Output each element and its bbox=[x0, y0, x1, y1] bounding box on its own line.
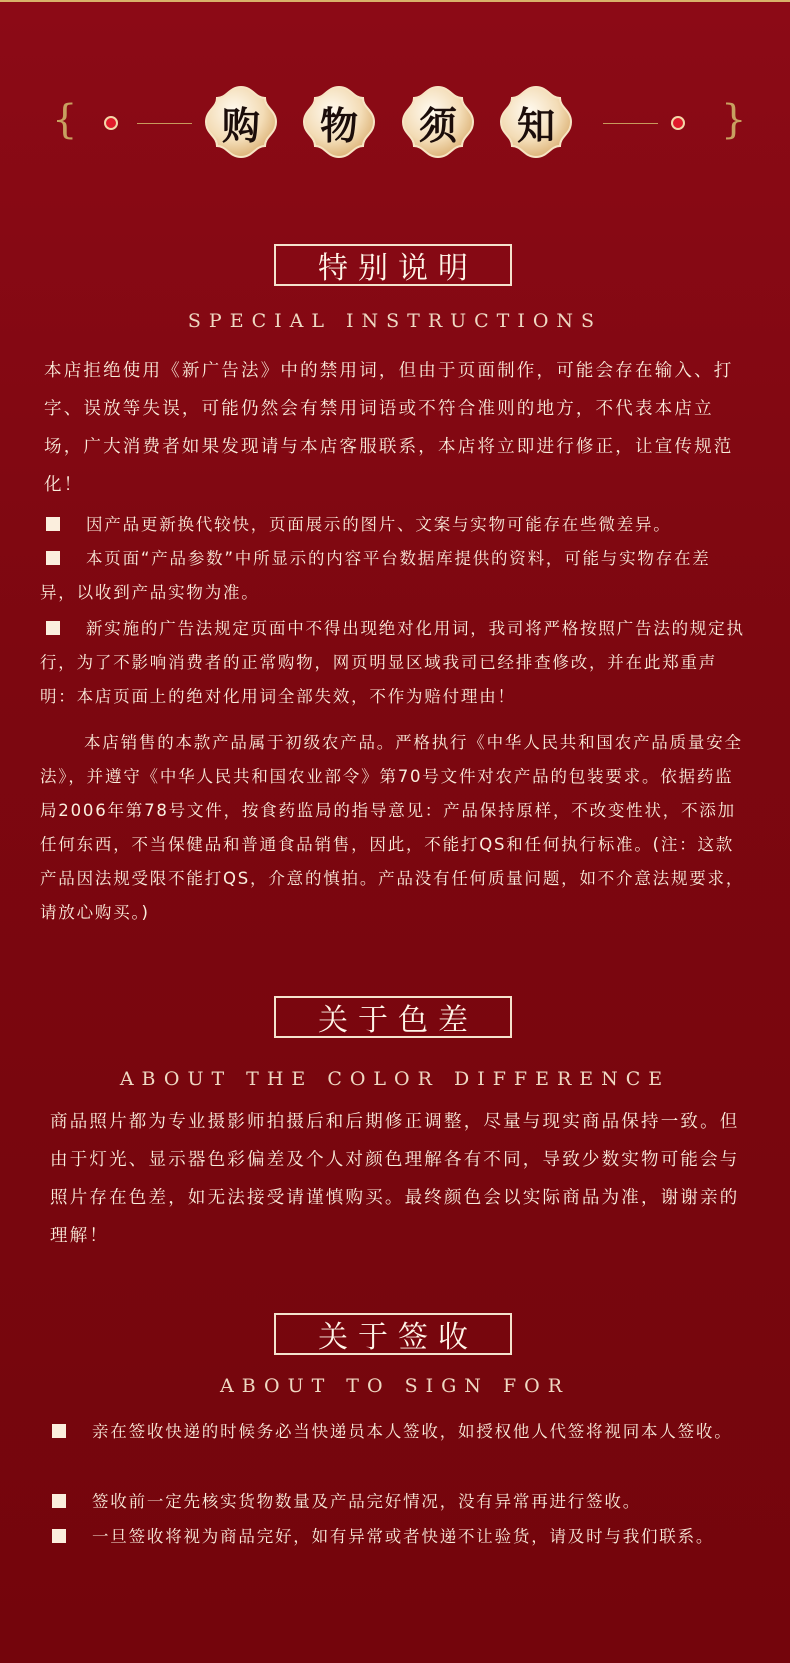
bullet-square-icon bbox=[46, 621, 60, 635]
bullet-square-icon bbox=[52, 1424, 66, 1438]
header-badge-1 bbox=[203, 84, 279, 160]
color-diff-text: 商品照片都为专业摄影师拍摄后和后期修正调整，尽量与现实商品保持一致。但由于灯光、显示器色彩偏差及个人对颜色理解各有不同，导致少数实物可能会与照片存在色差，如无法接受请谨慎购买。最终颜色会以实际商品为准，谢谢亲的理解！ bbox=[50, 1112, 740, 1246]
left-line-ornament bbox=[137, 123, 192, 124]
header-char-4: 知 bbox=[516, 102, 555, 148]
special-intro: 本店拒绝使用《新广告法》中的禁用词，但由于页面制作，可能会存在输入、打字、误放等失误，可能仍然会有禁用词语或不符合准则的地方，不代表本店立场，广大消费者如果发现请与本店客服联系，本店将立即进行修正，让宣传规范化！ bbox=[44, 361, 734, 495]
sign-for-subtitle: ABOUT TO SIGN FOR bbox=[219, 1375, 571, 1397]
right-dot-ornament bbox=[671, 116, 685, 130]
color-diff-title: 关于色差 bbox=[274, 996, 512, 1038]
bullet-square-icon bbox=[46, 551, 60, 565]
special-bullet-1: 因产品更新换代较快，页面展示的图片、文案与实物可能存在些微差异。 bbox=[40, 508, 746, 542]
sign-for-bullet-3: 一旦签收将视为商品完好，如有异常或者快递不让验货，请及时与我们联系。 bbox=[46, 1520, 746, 1554]
special-note: 本店销售的本款产品属于初级农产品。严格执行《中华人民共和国农产品质量安全法》，并遵守《中华人民共和国农业部令》第70号文件对农产品的包装要求。依据药监局2006年第78号文件，按食药监局的指导意见：产品保持原样，不改变性状，不添加任何东西，不当保健品和普通食品销售，因此，不能打QS和任何执行标准。(注：这款产品因法规受限不能打QS，介意的慎拍。产品没有任何质量问题，如不介意法规要求，请放心购买。) bbox=[40, 733, 745, 922]
header-char-1: 购 bbox=[221, 102, 260, 148]
sign-for-bullet-1: 亲在签收快递的时候务必当快递员本人签收，如授权他人代签将视同本人签收。 bbox=[46, 1415, 746, 1449]
header-char-3: 须 bbox=[418, 102, 457, 148]
special-subtitle: SPECIAL INSTRUCTIONS bbox=[187, 310, 603, 332]
header-badge-3 bbox=[400, 84, 476, 160]
header-badge-4 bbox=[498, 84, 574, 160]
right-brace-ornament: } bbox=[721, 97, 747, 143]
right-line-ornament bbox=[603, 123, 658, 124]
left-brace-ornament: { bbox=[52, 97, 78, 143]
top-gold-line bbox=[0, 0, 790, 2]
header-banner bbox=[0, 80, 790, 170]
bullet-square-icon bbox=[46, 517, 60, 531]
bullet-square-icon bbox=[52, 1494, 66, 1508]
special-title: 特别说明 bbox=[274, 244, 512, 286]
sign-for-bullet-2: 签收前一定先核实货物数量及产品完好情况，没有异常再进行签收。 bbox=[46, 1485, 746, 1519]
sign-for-title: 关于签收 bbox=[274, 1313, 512, 1355]
header-badge-2 bbox=[301, 84, 377, 160]
special-bullet-3: 新实施的广告法规定页面中不得出现绝对化用词，我司将严格按照广告法的规定执行，为了不影响消费者的正常购物，网页明显区域我司已经排查修改，并在此郑重声明：本店页面上的绝对化用词全部失效，不作为赔付理由！ bbox=[40, 619, 745, 706]
left-dot-ornament bbox=[104, 116, 118, 130]
bullet-square-icon bbox=[52, 1529, 66, 1543]
special-bullet-2: 本页面“产品参数”中所显示的内容平台数据库提供的资料，可能与实物存在差异，以收到产品实物为准。 bbox=[40, 549, 711, 602]
header-char-2: 物 bbox=[319, 102, 358, 148]
color-diff-subtitle: ABOUT THE COLOR DIFFERENCE bbox=[119, 1068, 671, 1090]
